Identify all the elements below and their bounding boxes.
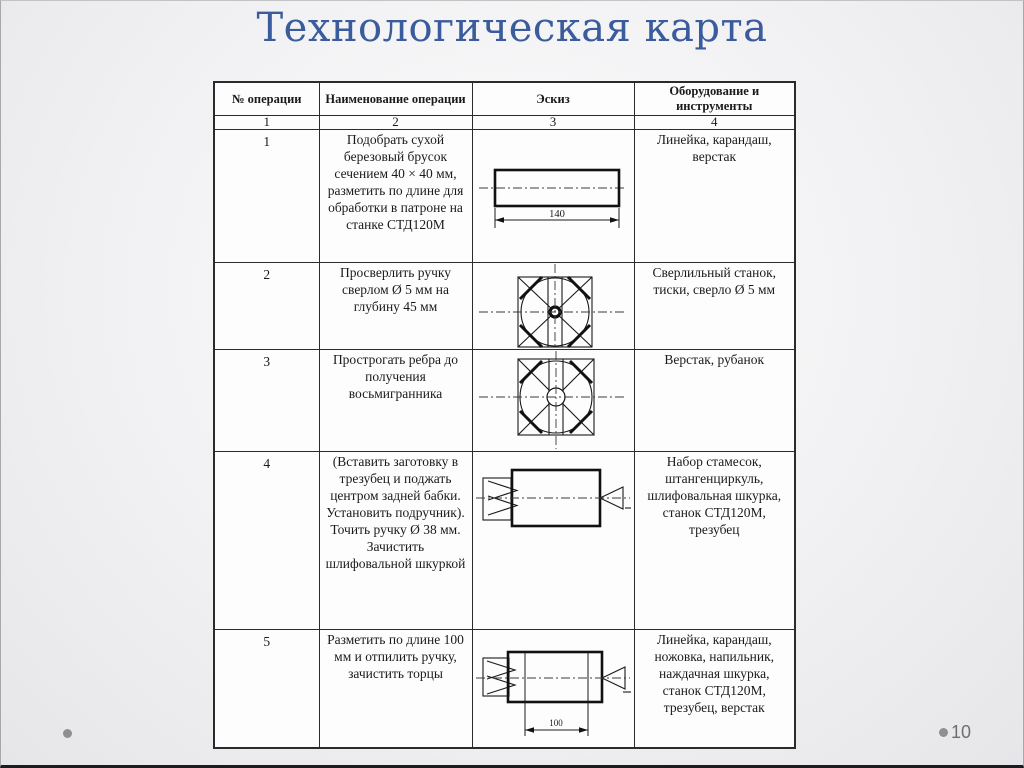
operation-name-cell: Прострогать ребра до получения восьмигранника [319, 350, 472, 452]
equipment-cell: Линейка, карандаш, верстак [634, 130, 795, 263]
equipment-cell: Линейка, карандаш, ножовка, напильник, наждачная шкурка, станок СТД120М, трезубец, верстак [634, 630, 795, 748]
page-number-dot [939, 728, 948, 737]
sketch-cell [472, 263, 634, 350]
sketch-cell [472, 350, 634, 452]
equipment-cell: Верстак, рубанок [634, 350, 795, 452]
octagon-planing-drawing [475, 350, 631, 450]
operation-number-cell: 4 [214, 452, 319, 630]
column-number: 4 [634, 116, 795, 130]
operation-name-cell: (Вставить заготовку в трезубец и поджать центром задней бабки. Установить подручник). Точить ручку Ø 38 мм. Зачистить шлифовальной шкуркой [319, 452, 472, 630]
table-row [214, 130, 795, 263]
page-title: Технологическая карта [256, 5, 768, 51]
operation-number-cell: 1 [214, 130, 319, 263]
technology-table [213, 81, 796, 749]
operation-name-cell: Подобрать сухой березовый брусок сечением 40 × 40 мм, разметить по длине для обработки в патроне на станке СТД120М [319, 130, 472, 263]
header-equipment: Оборудование и инструменты [634, 82, 795, 116]
column-number: 2 [319, 116, 472, 130]
page-number-group [939, 722, 971, 743]
bullet-dot-left [63, 729, 72, 738]
table-row [214, 630, 795, 748]
sketch-cell [472, 630, 634, 748]
dimension-label: 100 [549, 718, 563, 728]
operation-number-cell: 3 [214, 350, 319, 452]
dimension-label: 140 [549, 209, 565, 220]
operation-name-cell: Просверлить ручку сверлом Ø 5 мм на глубину 45 мм [319, 263, 472, 350]
table-row [214, 263, 795, 350]
equipment-cell: Набор стамесок, штангенциркуль, шлифовальная шкурка, станок СТД120М, трезубец [634, 452, 795, 630]
table-header-row [214, 82, 795, 116]
column-number: 1 [214, 116, 319, 130]
column-number-row [214, 116, 795, 130]
lathe-cutoff-drawing [475, 630, 631, 744]
table-row [214, 350, 795, 452]
table-row [214, 452, 795, 630]
header-operation-name: Наименование операции [319, 82, 472, 116]
header-sketch: Эскиз [472, 82, 634, 116]
sketch-cell [472, 452, 634, 630]
header-operation-number: № операции [214, 82, 319, 116]
operation-name-cell: Разметить по длине 100 мм и отпилить ручку, зачистить торцы [319, 630, 472, 748]
drilled-square-drawing [475, 263, 631, 349]
operation-number-cell: 2 [214, 263, 319, 350]
operation-number-cell: 5 [214, 630, 319, 748]
column-number: 3 [472, 116, 634, 130]
sketch-cell [472, 130, 634, 263]
marked-block-drawing [475, 130, 631, 235]
lathe-turning-drawing [475, 456, 631, 556]
equipment-cell: Сверлильный станок, тиски, сверло Ø 5 мм [634, 263, 795, 350]
page-number: 10 [951, 722, 972, 742]
